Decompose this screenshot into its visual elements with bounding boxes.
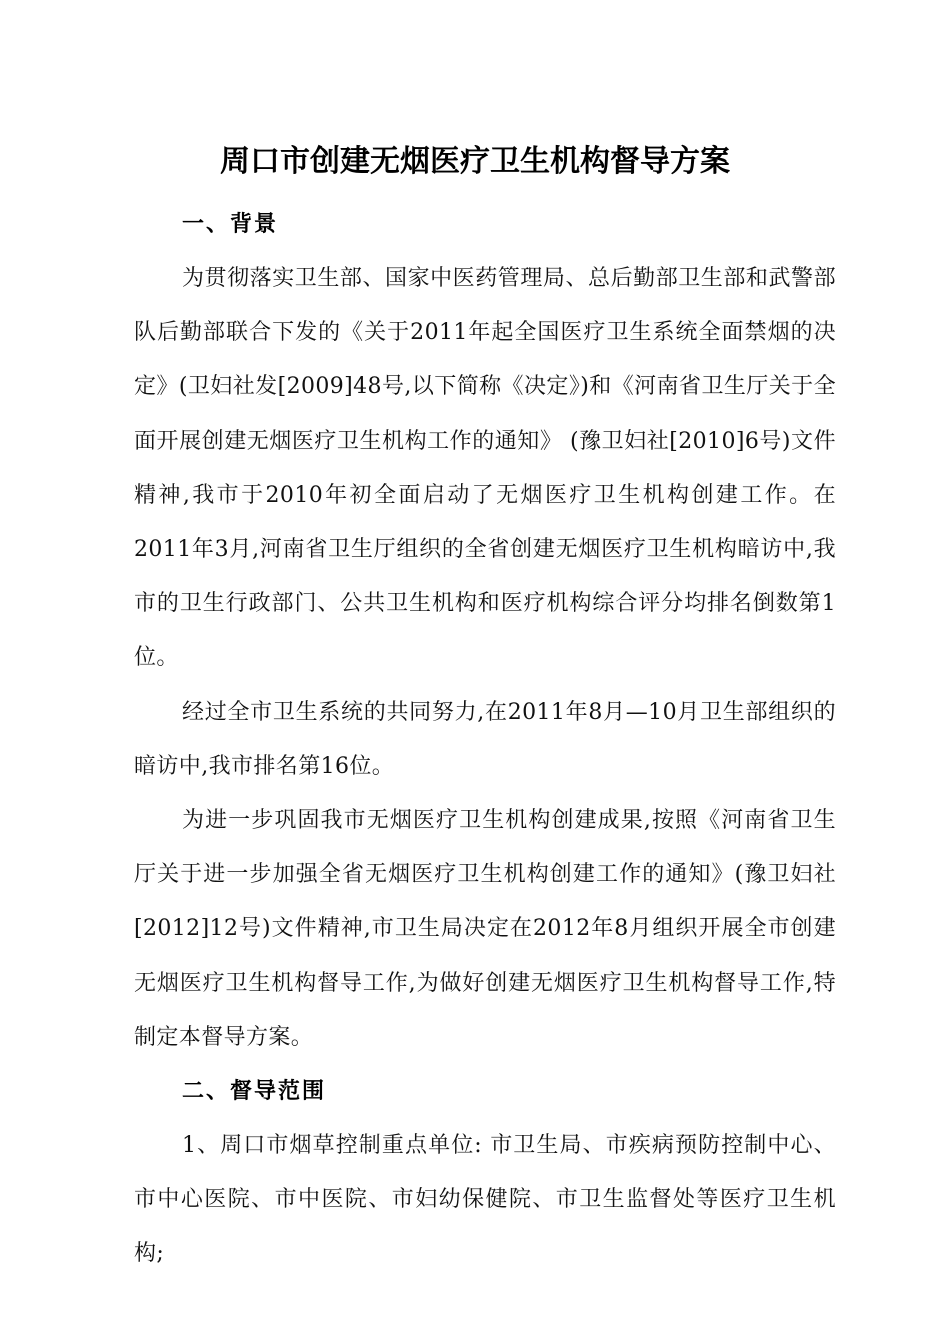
paragraph-background-1: 为贯彻落实卫生部、国家中医药管理局、总后勤部卫生部和武警部队后勤部联合下发的《关于2011年起全国医疗卫生系统全面禁烟的决定》(卫妇社发[2009]48号,以下简称《决定》)和《河南省卫生厅关于全面开展创建无烟医疗卫生机构工作的通知》 (豫卫妇社[2010]6号)文件精神,我市于2010年初全面启动了无烟医疗卫生机构创建工作。在2011年3月,河南省卫生厅组织的全省创建无烟医疗卫生机构暗访中,我市的卫生行政部门、公共卫生机构和医疗机构综合评分均排名倒数第1位。 xyxy=(134,266,836,671)
document-title: 周口市创建无烟医疗卫生机构督导方案 xyxy=(220,144,730,179)
section-heading-scope: 二、督导范围 xyxy=(182,1079,327,1105)
paragraph-background-3: 为进一步巩固我市无烟医疗卫生机构创建成果,按照《河南省卫生厅关于进一步加强全省无烟医疗卫生机构创建工作的通知》(豫卫妇社[2012]12号)文件精神,市卫生局决定在2012年8月组织开展全市创建无烟医疗卫生机构督导工作,为做好创建无烟医疗卫生机构督导工作,特制定本督导方案。 xyxy=(134,808,836,1050)
section-background xyxy=(134,198,836,1065)
section-scope xyxy=(134,1065,836,1282)
paragraph-background-2: 经过全市卫生系统的共同努力,在2011年8月—10月卫生部组织的暗访中,我市排名第16位。 xyxy=(134,699,836,779)
paragraph-scope-1: 1、周口市烟草控制重点单位: 市卫生局、市疾病预防控制中心、市中心医院、市中医院、市妇幼保健院、市卫生监督处等医疗卫生机构; xyxy=(134,1133,836,1267)
document-body xyxy=(134,198,836,1282)
section-heading-background: 一、背景 xyxy=(182,212,279,237)
